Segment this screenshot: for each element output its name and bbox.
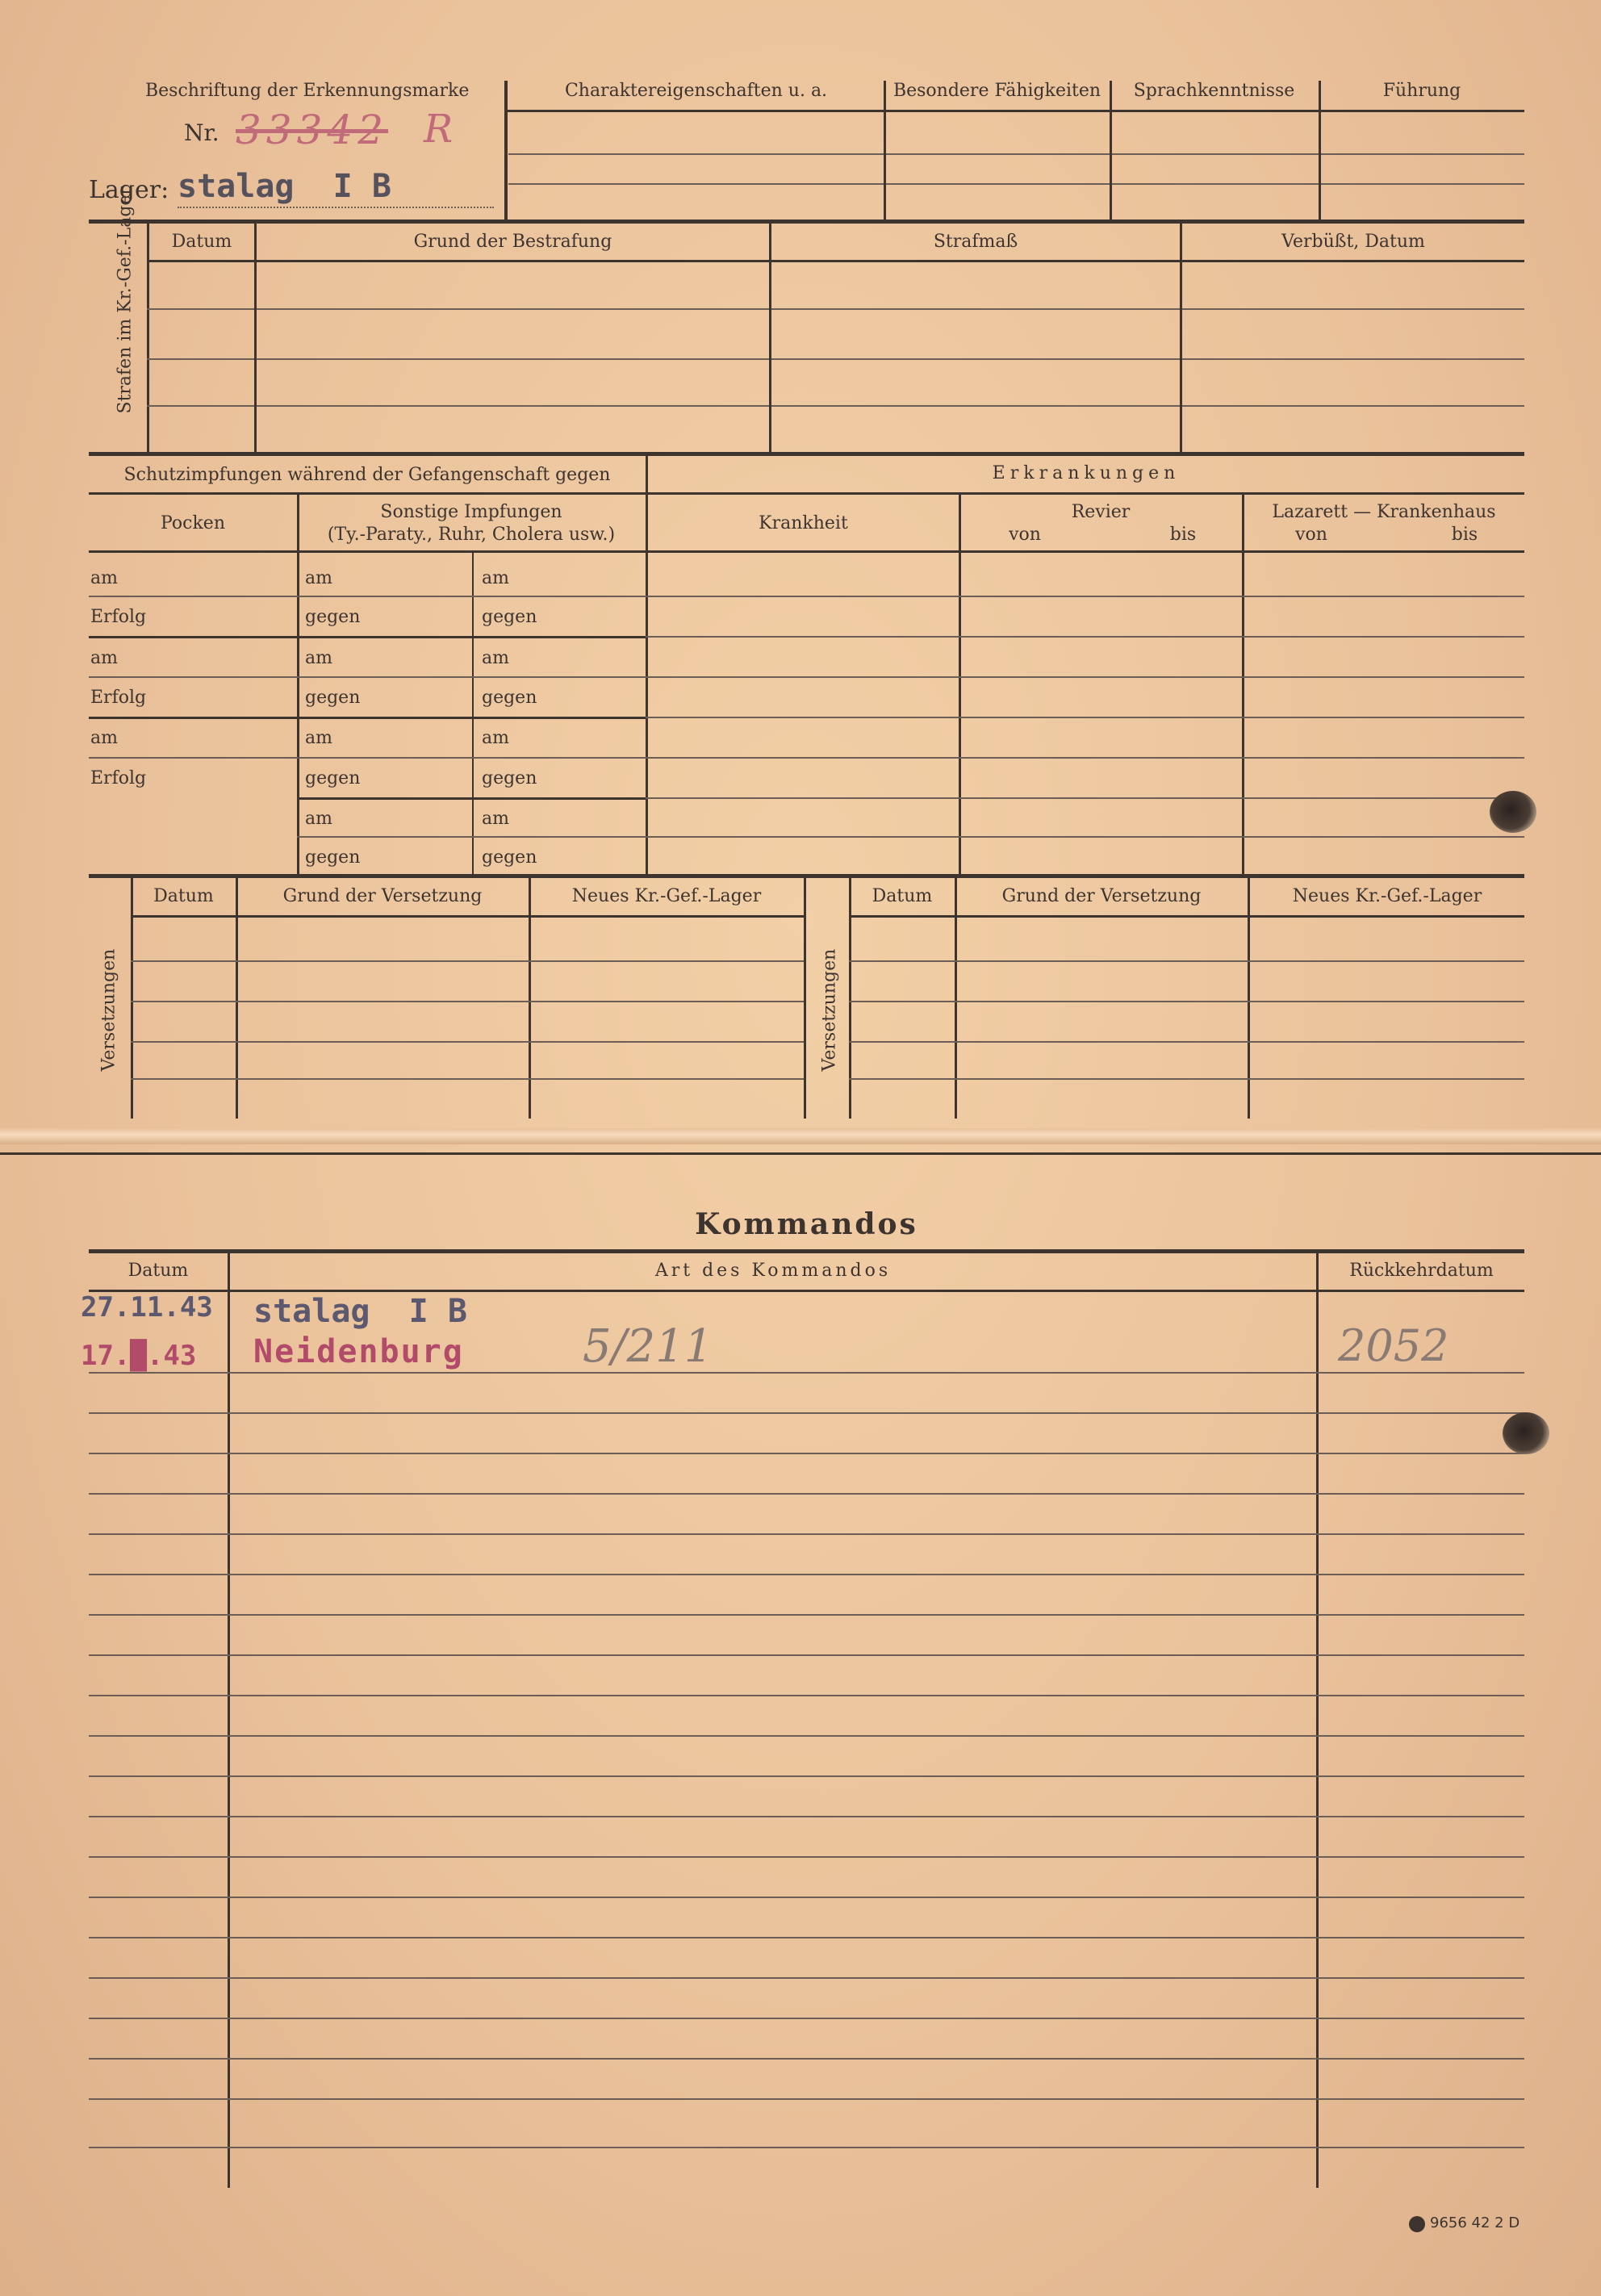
lager-stamp: stalag I B bbox=[178, 168, 391, 205]
nr-suffix: R bbox=[424, 107, 454, 152]
kommando-number: 5/211 bbox=[583, 1320, 713, 1373]
impf-cell: am bbox=[482, 728, 509, 748]
lager-dotted-line bbox=[178, 207, 494, 208]
kommandos-col-art: Art des Kommandos bbox=[654, 1261, 892, 1281]
erkennungsmarke-label: Beschriftung der Erkennungsmarke bbox=[145, 81, 470, 101]
impf-cell: am bbox=[90, 568, 118, 588]
impf-title: Schutzimpfungen während der Gefangenschaft gegen bbox=[123, 465, 611, 485]
vers-col-datum-right: Datum bbox=[872, 886, 933, 906]
revier-von: von bbox=[1009, 525, 1041, 545]
kommandos-title: Kommandos bbox=[695, 1207, 918, 1241]
impf-cell: am bbox=[90, 728, 118, 748]
impf-cell: am bbox=[305, 568, 332, 588]
revier-label: Revier bbox=[1071, 502, 1131, 522]
impf-cell: am bbox=[482, 568, 509, 588]
impf-cell: gegen bbox=[305, 768, 361, 788]
impf-cell: am bbox=[482, 648, 509, 668]
impf-cell: gegen bbox=[482, 607, 537, 627]
punch-hole-lower bbox=[1503, 1412, 1549, 1454]
krankheit-label: Krankheit bbox=[759, 513, 848, 533]
fold-rule bbox=[0, 1152, 1601, 1155]
card-fold bbox=[0, 1128, 1601, 1144]
impf-cell: gegen bbox=[305, 607, 361, 627]
lazarett-von: von bbox=[1295, 525, 1327, 545]
impf-cell: gegen bbox=[482, 768, 537, 788]
impf-cell: gegen bbox=[305, 847, 361, 868]
impf-cell: Erfolg bbox=[90, 607, 147, 627]
impf-cell: gegen bbox=[305, 688, 361, 708]
impf-cell: am bbox=[90, 648, 118, 668]
print-code-icon bbox=[1409, 2216, 1425, 2232]
strafen-col-verbuesst: Verbüßt, Datum bbox=[1281, 232, 1425, 252]
kommando-date-stamp: 17.█.43 bbox=[81, 1340, 197, 1372]
lager-label: Lager: bbox=[89, 176, 169, 204]
kommando-art-stamp: stalag I B bbox=[253, 1293, 467, 1330]
kommandos-top-rule bbox=[89, 1249, 1524, 1253]
vers-col-lager-right: Neues Kr.-Gef.-Lager bbox=[1292, 886, 1482, 906]
vers-col-lager-left: Neues Kr.-Gef.-Lager bbox=[571, 886, 762, 906]
impf-cell: am bbox=[305, 809, 332, 829]
strafen-col-grund: Grund der Bestrafung bbox=[413, 232, 612, 252]
header-divider bbox=[504, 81, 508, 220]
versetzungen-top-rule bbox=[89, 874, 1524, 878]
lazarett-bis: bis bbox=[1451, 525, 1478, 545]
pocken-label: Pocken bbox=[161, 513, 225, 533]
sprach-label: Sprachkenntnisse bbox=[1133, 81, 1295, 101]
kommando-rueckkehr: 2052 bbox=[1338, 1320, 1449, 1371]
vers-col-datum-left: Datum bbox=[153, 886, 214, 906]
strafen-top-rule bbox=[89, 220, 1524, 224]
impf-cell: am bbox=[305, 648, 332, 668]
nr-label: Nr. bbox=[184, 119, 219, 146]
kommandos-col-rueckkehr: Rückkehrdatum bbox=[1349, 1261, 1494, 1281]
lazarett-label: Lazarett — Krankenhaus bbox=[1272, 502, 1496, 522]
vers-col-grund-left: Grund der Versetzung bbox=[282, 886, 483, 906]
punch-hole-upper bbox=[1490, 791, 1536, 833]
impf-cell: am bbox=[482, 809, 509, 829]
strafen-side-label: Strafen im Kr.-Gef.-Lager bbox=[115, 186, 136, 414]
impf-cell: Erfolg bbox=[90, 768, 147, 788]
sonstige-sub: (Ty.-Paraty., Ruhr, Cholera usw.) bbox=[327, 525, 616, 545]
impf-cell: gegen bbox=[482, 688, 537, 708]
versetzungen-side-label-right: Versetzungen bbox=[819, 948, 840, 1072]
revier-bis: bis bbox=[1169, 525, 1197, 545]
fuehrung-label: Führung bbox=[1382, 81, 1461, 101]
kommando-art-stamp: Neidenburg bbox=[253, 1333, 464, 1370]
nr-value: 33342 bbox=[236, 107, 389, 153]
kommandos-col-datum: Datum bbox=[127, 1261, 189, 1281]
charakter-label: Charaktereigenschaften u. a. bbox=[564, 81, 828, 101]
impf-cell: Erfolg bbox=[90, 688, 147, 708]
vers-col-grund-right: Grund der Versetzung bbox=[1001, 886, 1202, 906]
strafen-col-datum: Datum bbox=[171, 232, 232, 252]
kommando-date-stamp: 27.11.43 bbox=[81, 1291, 213, 1324]
versetzungen-side-label-left: Versetzungen bbox=[98, 948, 119, 1072]
impf-cell: gegen bbox=[482, 847, 537, 868]
header-rule bbox=[504, 110, 1524, 112]
impf-top-rule bbox=[89, 452, 1524, 456]
sonstige-label: Sonstige Impfungen bbox=[380, 502, 562, 522]
strafen-col-strafmass: Strafmaß bbox=[933, 232, 1018, 252]
impf-cell: am bbox=[305, 728, 332, 748]
erkrankungen-title: Erkrankungen bbox=[992, 463, 1181, 483]
print-code: 9656 42 2 D bbox=[1430, 2214, 1520, 2231]
faehigkeiten-label: Besondere Fähigkeiten bbox=[892, 81, 1101, 101]
